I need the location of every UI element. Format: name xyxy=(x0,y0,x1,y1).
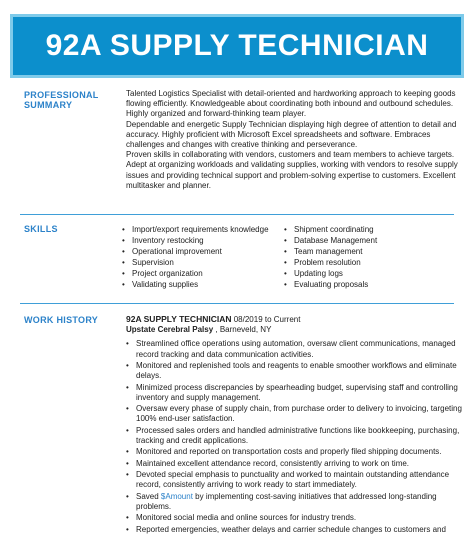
job-title: 92A SUPPLY TECHNICIAN xyxy=(126,314,232,324)
job-bullet: • Minimized process discrepancies by spearheading budget, supervising staff and controlling inventory and supply management. xyxy=(126,383,464,403)
skills-list-right xyxy=(284,224,377,290)
job-bullet: • Devoted special emphasis to punctuality and worked to maintain outstanding attendance record, consistently arriving to work ready to start immediately. xyxy=(126,470,464,490)
work-history-section xyxy=(0,315,474,538)
skill-item: • Evaluating proposals xyxy=(284,279,377,290)
name-banner xyxy=(10,14,464,78)
summary-heading: PROFESSIONAL SUMMARY xyxy=(24,90,99,110)
skill-item: • Shipment coordinating xyxy=(284,224,377,235)
summary-paragraph: Dependable and energetic Supply Technician displaying high degree of attention to detail and accuracy. Highly proficient with Microsoft Excel spreadsheets and software. Embraces challenges and changes with creative thinking and perseverance. xyxy=(126,119,457,150)
job-bullet: • Saved $Amount by implementing cost-saving initiatives that addressed long-standing problems. xyxy=(126,492,464,512)
employer-name: Upstate Cerebral Palsy xyxy=(126,325,214,335)
section-divider xyxy=(20,303,454,304)
job-bullet: • Monitored and replenished tools and reagents to enable smoother workflows and eliminate delays. xyxy=(126,361,464,381)
work-history-heading: WORK HISTORY xyxy=(24,315,99,325)
section-divider xyxy=(20,214,454,215)
resume-title: 92A SUPPLY TECHNICIAN xyxy=(45,29,429,62)
skill-item: • Operational improvement xyxy=(122,246,269,257)
summary-section xyxy=(0,90,474,202)
skills-heading: SKILLS xyxy=(24,224,58,234)
job-bullet: • Reported emergencies, weather delays and carrier schedule changes to customers and xyxy=(126,525,464,535)
job-bullet: • Oversaw every phase of supply chain, from purchase order to delivery to invoicing, targeting 100% end-user satisfaction. xyxy=(126,404,464,424)
job-employer xyxy=(126,325,464,335)
skill-item: • Team management xyxy=(284,246,377,257)
skill-item: • Database Management xyxy=(284,235,377,246)
job-bullet: • Maintained excellent attendance record, consistently arriving to work on time. xyxy=(126,459,464,469)
job-bullets xyxy=(126,339,464,535)
skill-item: • Inventory restocking xyxy=(122,235,269,246)
summary-paragraph: Talented Logistics Specialist with detail-oriented and hardworking approach to keeping goods flowing efficiently. Knowledgeable about coordinating both inbound and outbound schedules. Highly organized and forward-thinking team player. xyxy=(126,89,456,119)
summary-text xyxy=(126,89,462,191)
job-entry xyxy=(126,314,464,536)
amount-placeholder: $Amount xyxy=(160,491,193,501)
skill-item: • Supervision xyxy=(122,257,269,268)
skills-list-left xyxy=(122,224,269,290)
job-bullet: • Processed sales orders and handled administrative functions like bookkeeping, purchasing, tracking and credit applications. xyxy=(126,426,464,446)
skill-item: • Import/export requirements knowledge xyxy=(122,224,269,235)
summary-paragraph: Proven skills in collaborating with vendors, customers and team members to achieve targets. Adept at organizing workloads and validating supplies, working with vendors to resolve supply issues and providing technical support and problem-solving expertise to customers. Excellent multitasker and planner. xyxy=(126,150,458,190)
job-bullet: • Streamlined office operations using automation, oversaw client communications, managed record tracking and data communication activities. xyxy=(126,339,464,359)
job-bullet: • Monitored social media and online sources for industry trends. xyxy=(126,513,464,523)
job-bullet: • Monitored and reported on transportation costs and properly filed shipping documents. xyxy=(126,447,464,457)
skill-item: • Project organization xyxy=(122,268,269,279)
skill-item: • Problem resolution xyxy=(284,257,377,268)
job-header xyxy=(126,314,464,325)
job-dates: 08/2019 to Current xyxy=(233,315,301,324)
skill-item: • Updating logs xyxy=(284,268,377,279)
skills-section xyxy=(0,224,474,294)
employer-location: , Barneveld, NY xyxy=(213,325,272,335)
skill-item: • Validating supplies xyxy=(122,279,269,290)
